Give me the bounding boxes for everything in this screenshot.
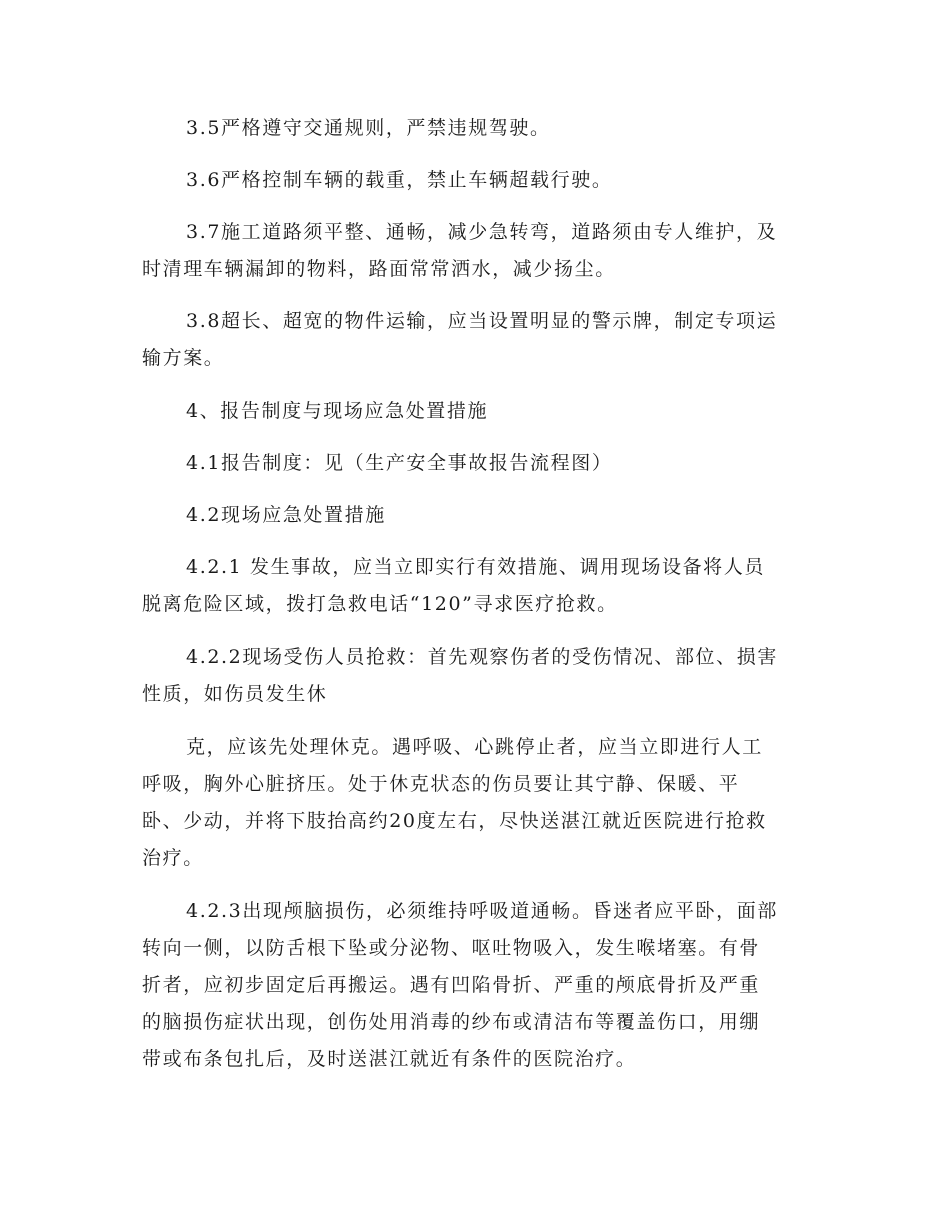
section-heading-4: [186, 393, 488, 430]
text-line: 带或布条包扎后，及时送湛江就近有条件的医院治疗。: [142, 1048, 637, 1070]
text-line: 时清理车辆漏卸的物料，路面常常洒水，减少扬尘。: [142, 258, 616, 280]
text-line: 卧、少动，并将下肢抬高约20度左右，尽快送湛江就近医院进行抢救: [142, 810, 767, 832]
text-line: 3.8超长、超宽的物件运输，应当设置明显的警示牌，制定专项运: [186, 310, 778, 332]
paragraph-3-5: [186, 110, 551, 147]
text-line: 4.2现场应急处置措施: [186, 504, 386, 526]
paragraph-4-2: [186, 497, 386, 534]
text-line: 脱离危险区域，拨打急救电话“120”寻求医疗抢救。: [142, 593, 618, 615]
text-line: 的脑损伤症状出现，创伤处用消毒的纱布或清洁布等覆盖伤口，用绷: [142, 1011, 761, 1033]
paragraph-3-8: [142, 303, 777, 377]
text-line: 4、报告制度与现场应急处置措施: [186, 400, 489, 422]
paragraph-4-2-1: [142, 549, 765, 623]
paragraph-3-6: [186, 162, 612, 199]
text-line: 克，应该先处理休克。遇呼吸、心跳停止者，应当立即进行人工: [186, 736, 763, 758]
text-line: 输方案。: [142, 347, 225, 369]
text-line: 4.2.2现场受伤人员抢救：首先观察伤者的受伤情况、部位、损害: [186, 646, 778, 668]
paragraph-3-7: [142, 214, 777, 288]
text-line: 4.2.1 发生事故，应当立即实行有效措施、调用现场设备将人员: [186, 556, 765, 578]
text-line: 治疗。: [142, 847, 204, 869]
text-line: 4.1报告制度：见（生产安全事故报告流程图）: [186, 452, 613, 474]
text-line: 4.2.3出现颅脑损伤，必须维持呼吸道通畅。昏迷者应平卧，面部: [186, 900, 778, 922]
text-line: 呼吸，胸外心脏挤压。处于休克状态的伤员要让其宁静、保暖、平: [142, 773, 740, 795]
paragraph-shock-treatment: [142, 729, 767, 877]
text-line: 折者，应初步固定后再搬运。遇有凹陷骨折、严重的颅底骨折及严重: [142, 974, 761, 996]
text-line: 3.7施工道路须平整、通畅，减少急转弯，道路须由专人维护，及: [186, 221, 778, 243]
text-line: 性质，如伤员发生休: [142, 683, 328, 705]
paragraph-4-2-2: [142, 639, 778, 713]
text-line: 转向一侧，以防舌根下坠或分泌物、呕吐物吸入，发生喉堵塞。有骨: [142, 937, 761, 959]
paragraph-4-2-3: [142, 893, 778, 1078]
text-line: 3.5严格遵守交通规则，严禁违规驾驶。: [186, 117, 551, 139]
paragraph-4-1: [186, 445, 612, 482]
text-line: 3.6严格控制车辆的载重，禁止车辆超载行驶。: [186, 169, 613, 191]
